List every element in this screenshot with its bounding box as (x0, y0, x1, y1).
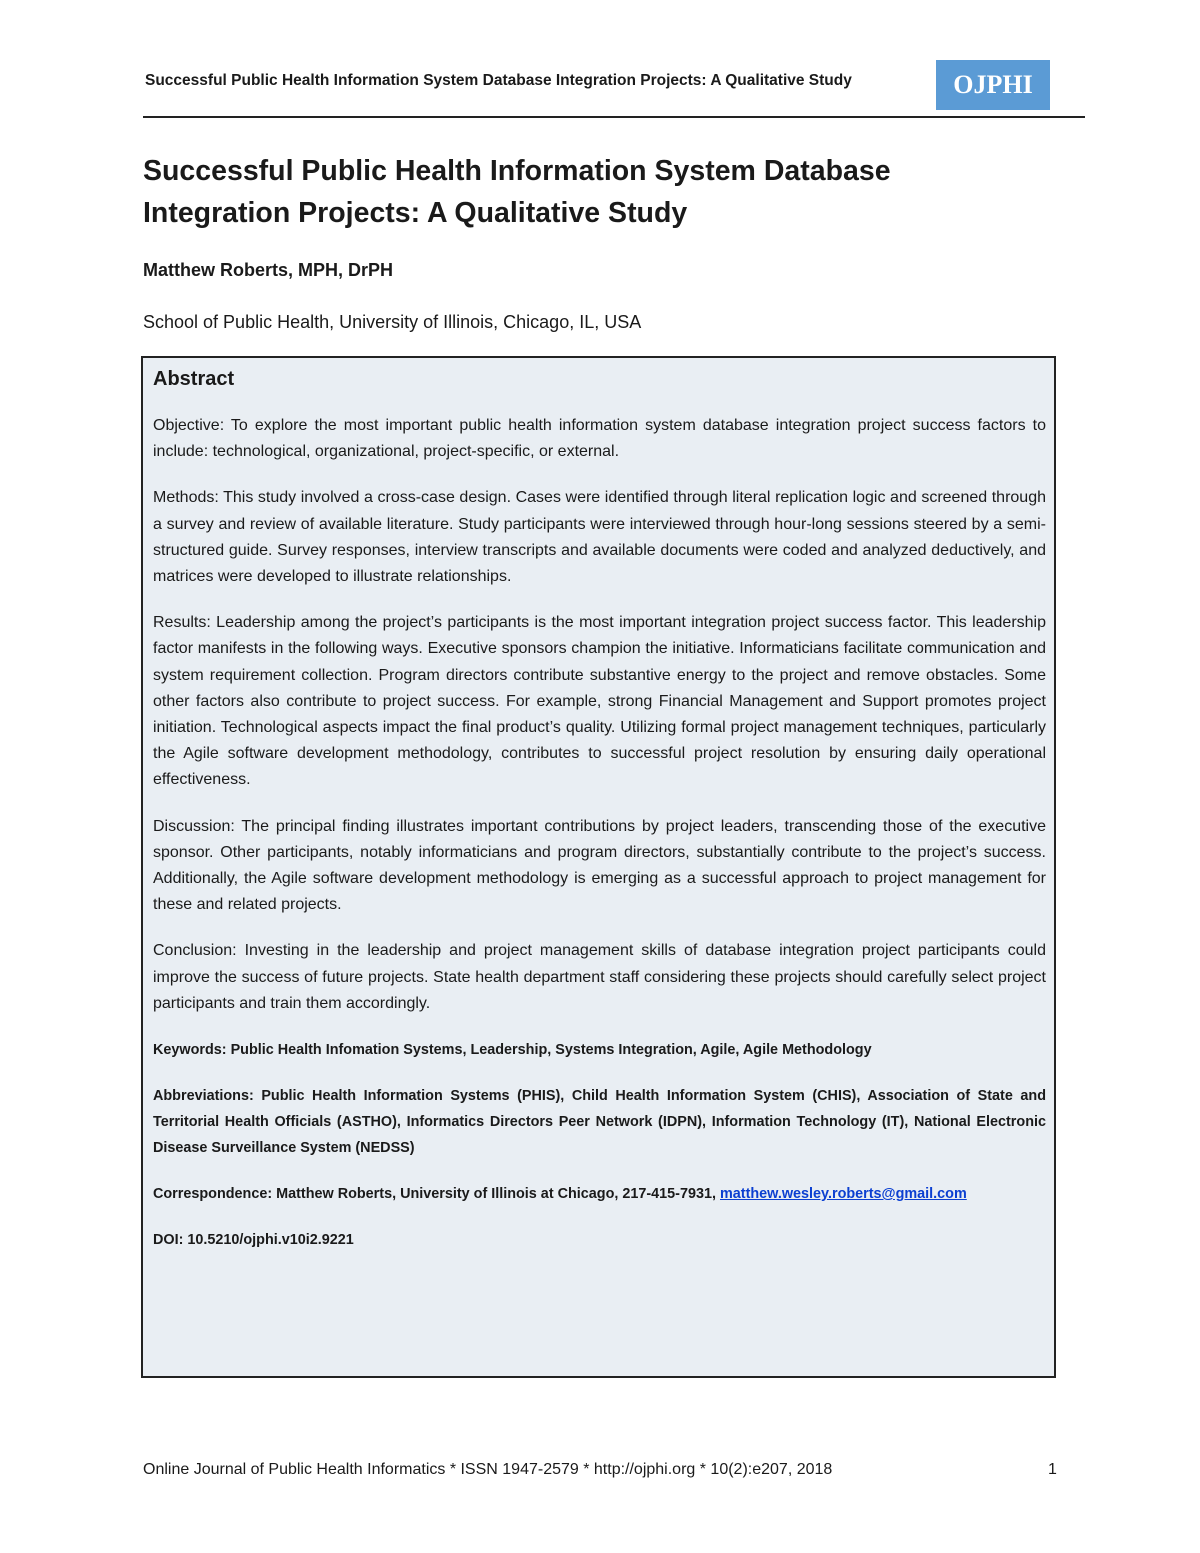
abstract-conclusion: Conclusion: Investing in the leadership and project management skills of database integration project participants could improve the success of future projects. State health department staff considering these projects should carefully select project participants and train them accordingly. (153, 942, 1046, 1012)
abstract-methods: Methods: This study involved a cross-case design. Cases were identified through literal replication logic and screened through a survey and review of available literature. Study participants were interviewed through hour-long sessions steered by a semi-structured guide. Survey responses, interview transcripts and available documents were coded and analyzed deductively, and matrices were developed to illustrate relationships. (153, 489, 1046, 586)
abbreviations: Abbreviations: Public Health Information Systems (PHIS), Child Health Information System (CHIS), Association of State and Territorial Health Officials (ASTHO), Informatics Directors Peer Network (IDPN), Information Technology (IT), National Electronic Disease Surveillance System (NEDSS) (153, 1088, 1046, 1157)
abstract-box (141, 356, 1056, 1378)
abstract-results: Results: Leadership among the project’s participants is the most important integration project success factor. This leadership factor manifests in the following ways. Executive sponsors champion the initiative. Informaticians facilitate communication and system requirement collection. Program directors contribute substantive energy to the project and remove obstacles. Some other factors also contribute to project success. For example, strong Financial Management and Support promotes project initiation. Technological aspects impact the final product’s quality. Utilizing formal project management techniques, particularly the Agile software development methodology, contributes to successful project resolution by ensuring daily operational effectiveness. (153, 614, 1046, 789)
abstract-discussion: Discussion: The principal finding illustrates important contributions by project leaders, transcending those of the executive sponsor. Other participants, notably informaticians and program directors, substantially contribute to the project’s success. Additionally, the Agile software development methodology is emerging as a successful approach to project management for these and related projects. (153, 817, 1046, 914)
author-name: Matthew Roberts, MPH, DrPH (143, 260, 394, 280)
header-divider (143, 116, 1085, 118)
abstract-objective: Objective: To explore the most important public health information system database integration project success factors to include: technological, organizational, project-specific, or external. (153, 417, 1046, 461)
running-header-title: Successful Public Health Information System Database Integration Projects: A Qualitative Study (145, 72, 852, 89)
article-title: Successful Public Health Information System Database Integration Projects: A Qualitative Study (143, 155, 891, 229)
footer-journal-line: Online Journal of Public Health Informatics * ISSN 1947-2579 * http://ojphi.org * 10(2):e207, 2018 (143, 1461, 833, 1478)
doi: DOI: 10.5210/ojphi.v10i2.9221 (153, 1232, 354, 1249)
keywords: Keywords: Public Health Infomation Systems, Leadership, Systems Integration, Agile, Agile Methodology (153, 1042, 872, 1059)
journal-badge: OJPHI (936, 60, 1050, 110)
correspondence-text: Correspondence: Matthew Roberts, University of Illinois at Chicago, 217-415-7931, (153, 1186, 716, 1203)
abstract-heading: Abstract (153, 368, 235, 390)
correspondence (153, 1181, 1046, 1207)
author-affiliation: School of Public Health, University of Illinois, Chicago, IL, USA (143, 312, 642, 332)
correspondence-email-link[interactable]: matthew.wesley.roberts@gmail.com (720, 1186, 967, 1203)
page-number: 1 (1048, 1461, 1057, 1478)
